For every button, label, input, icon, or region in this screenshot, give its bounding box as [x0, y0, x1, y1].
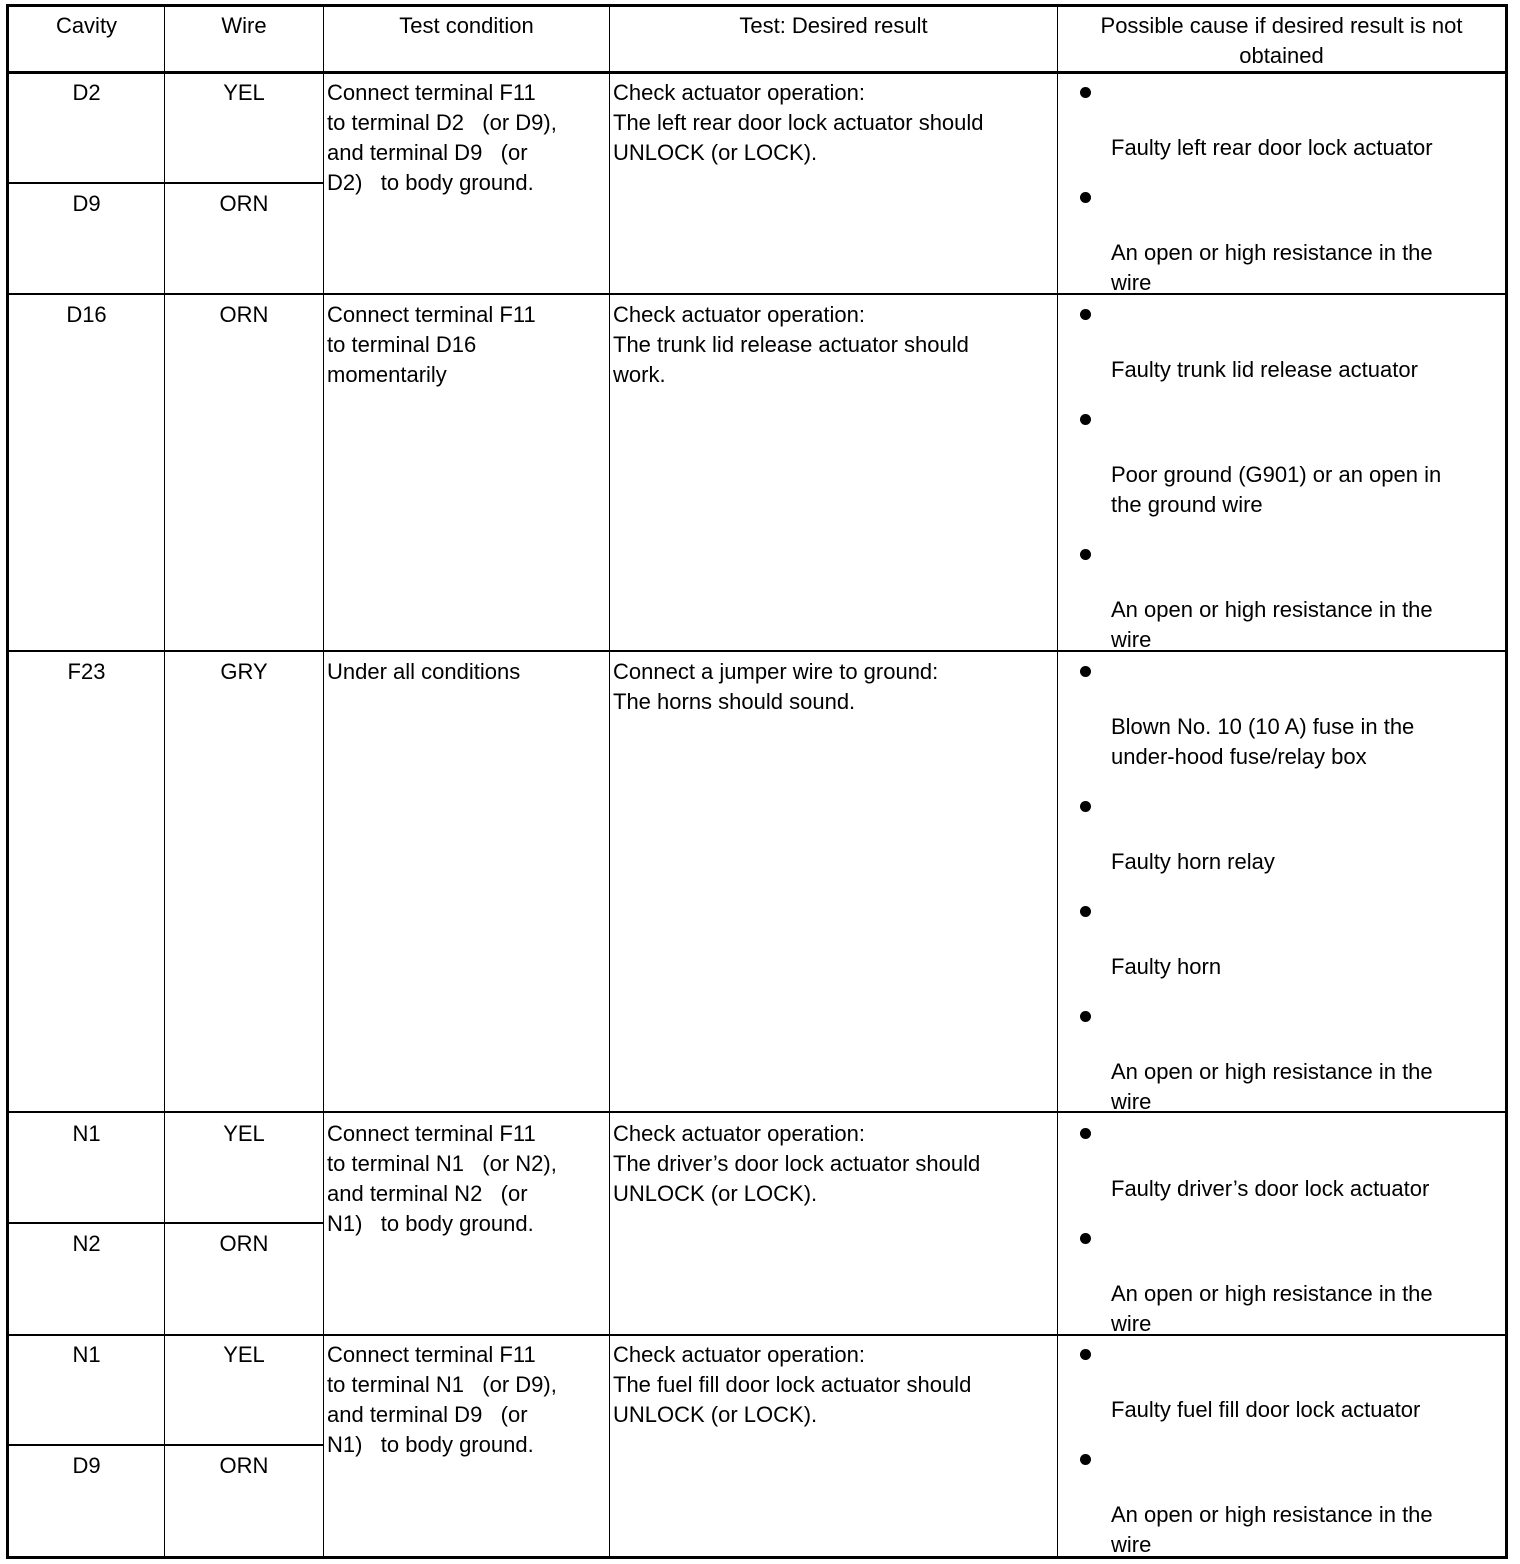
column-divider	[323, 6, 324, 1557]
column-divider	[609, 6, 610, 1557]
cavity-cell: F23	[67, 659, 106, 684]
cause-line: Faulty fuel fill door lock actuator	[1111, 1397, 1421, 1422]
condition-line: N1) to body ground.	[327, 1211, 534, 1236]
result-line: UNLOCK (or LOCK).	[613, 1402, 818, 1427]
result-line: The fuel fill door lock actuator should	[613, 1372, 972, 1397]
condition-line: Connect terminal F11	[327, 302, 536, 327]
cause-line: An open or high resistance in the	[1111, 1059, 1433, 1084]
bullet-icon	[1080, 309, 1091, 320]
cause-line: Faulty horn	[1111, 954, 1222, 979]
cause-line: An open or high resistance in the	[1111, 597, 1433, 622]
result-line: The driver’s door lock actuator should	[613, 1151, 981, 1176]
bullet-icon	[1080, 1233, 1091, 1244]
result-line: The trunk lid release actuator should	[613, 332, 969, 357]
cavity-cell: D9	[72, 1453, 101, 1478]
condition-line: and terminal N2 (or	[327, 1181, 528, 1206]
header-wire: Wire	[221, 13, 267, 38]
bullet-icon	[1080, 1349, 1091, 1360]
bullet-icon	[1080, 549, 1091, 560]
cause-line: Faulty left rear door lock actuator	[1111, 135, 1433, 160]
header-possible-cause: Possible cause if desired result is not	[1100, 13, 1463, 38]
condition-line: Connect terminal F11	[327, 80, 536, 105]
result-line: Check actuator operation:	[613, 80, 865, 105]
condition-line: Connect terminal F11	[327, 1342, 536, 1367]
bullet-icon	[1080, 414, 1091, 425]
condition-line: Under all conditions	[327, 659, 521, 684]
cavity-cell: D2	[72, 80, 101, 105]
cause-line: Blown No. 10 (10 A) fuse in the	[1111, 714, 1415, 739]
bullet-icon	[1080, 801, 1091, 812]
result-line: The left rear door lock actuator should	[613, 110, 984, 135]
cause-line: An open or high resistance in the	[1111, 240, 1433, 265]
wire-cell: YEL	[223, 80, 265, 105]
bullet-icon	[1080, 666, 1091, 677]
wire-cell: ORN	[219, 1453, 269, 1478]
header-test-condition: Test condition	[399, 13, 534, 38]
wire-cell: YEL	[223, 1121, 265, 1146]
condition-line: N1) to body ground.	[327, 1432, 534, 1457]
result-line: Check actuator operation:	[613, 1342, 865, 1367]
condition-line: and terminal D9 (or	[327, 140, 528, 165]
bullet-icon	[1080, 1011, 1091, 1022]
condition-line: and terminal D9 (or	[327, 1402, 528, 1427]
bullet-icon	[1080, 1128, 1091, 1139]
header-possible-cause-line2: obtained	[1239, 43, 1324, 68]
cause-line: the ground wire	[1111, 492, 1263, 517]
wire-cell: ORN	[219, 1231, 269, 1256]
row-divider	[6, 1111, 1508, 1113]
cause-line: under-hood fuse/relay box	[1111, 744, 1367, 769]
condition-line: to terminal N1 (or D9),	[327, 1372, 557, 1397]
bullet-icon	[1080, 192, 1091, 203]
wire-cell: GRY	[220, 659, 268, 684]
result-line: work.	[613, 362, 666, 387]
condition-line: momentarily	[327, 362, 447, 387]
cause-line: wire	[1111, 270, 1152, 295]
row-divider	[6, 1334, 1508, 1336]
cause-line: An open or high resistance in the	[1111, 1502, 1433, 1527]
result-line: Check actuator operation:	[613, 302, 865, 327]
cause-line: Faulty horn relay	[1111, 849, 1275, 874]
cavity-cell: N2	[72, 1231, 101, 1256]
cavity-subdivider	[6, 1444, 323, 1446]
row-divider	[6, 650, 1508, 652]
cause-line: wire	[1111, 1089, 1152, 1114]
cause-line: Faulty trunk lid release actuator	[1111, 357, 1418, 382]
result-line: UNLOCK (or LOCK).	[613, 1181, 818, 1206]
result-line: Connect a jumper wire to ground:	[613, 659, 939, 684]
header-divider	[6, 71, 1508, 74]
result-line: UNLOCK (or LOCK).	[613, 140, 818, 165]
cavity-cell: D9	[72, 191, 101, 216]
header-desired-result: Test: Desired result	[739, 13, 928, 38]
bullet-icon	[1080, 87, 1091, 98]
cause-line: Poor ground (G901) or an open in	[1111, 462, 1442, 487]
condition-line: to terminal D2 (or D9),	[327, 110, 557, 135]
result-line: The horns should sound.	[613, 689, 856, 714]
row-divider	[6, 293, 1508, 295]
column-divider	[1057, 6, 1058, 1557]
cavity-cell: N1	[72, 1121, 101, 1146]
condition-line: Connect terminal F11	[327, 1121, 536, 1146]
cause-line: wire	[1111, 1311, 1152, 1336]
cavity-subdivider	[6, 1222, 323, 1224]
wire-cell: YEL	[223, 1342, 265, 1367]
condition-line: to terminal N1 (or N2),	[327, 1151, 557, 1176]
cause-line: wire	[1111, 627, 1152, 652]
wire-cell: ORN	[219, 191, 269, 216]
bullet-icon	[1080, 906, 1091, 917]
cause-line: Faulty driver’s door lock actuator	[1111, 1176, 1430, 1201]
wire-cell: ORN	[219, 302, 269, 327]
condition-line: D2) to body ground.	[327, 170, 534, 195]
bullet-icon	[1080, 1454, 1091, 1465]
cause-line: wire	[1111, 1532, 1152, 1557]
cavity-subdivider	[6, 182, 323, 184]
cavity-cell: N1	[72, 1342, 101, 1367]
result-line: Check actuator operation:	[613, 1121, 865, 1146]
header-cavity: Cavity	[55, 13, 118, 38]
condition-line: to terminal D16	[327, 332, 477, 357]
column-divider	[164, 6, 165, 1557]
cause-line: An open or high resistance in the	[1111, 1281, 1433, 1306]
cavity-cell: D16	[66, 302, 107, 327]
